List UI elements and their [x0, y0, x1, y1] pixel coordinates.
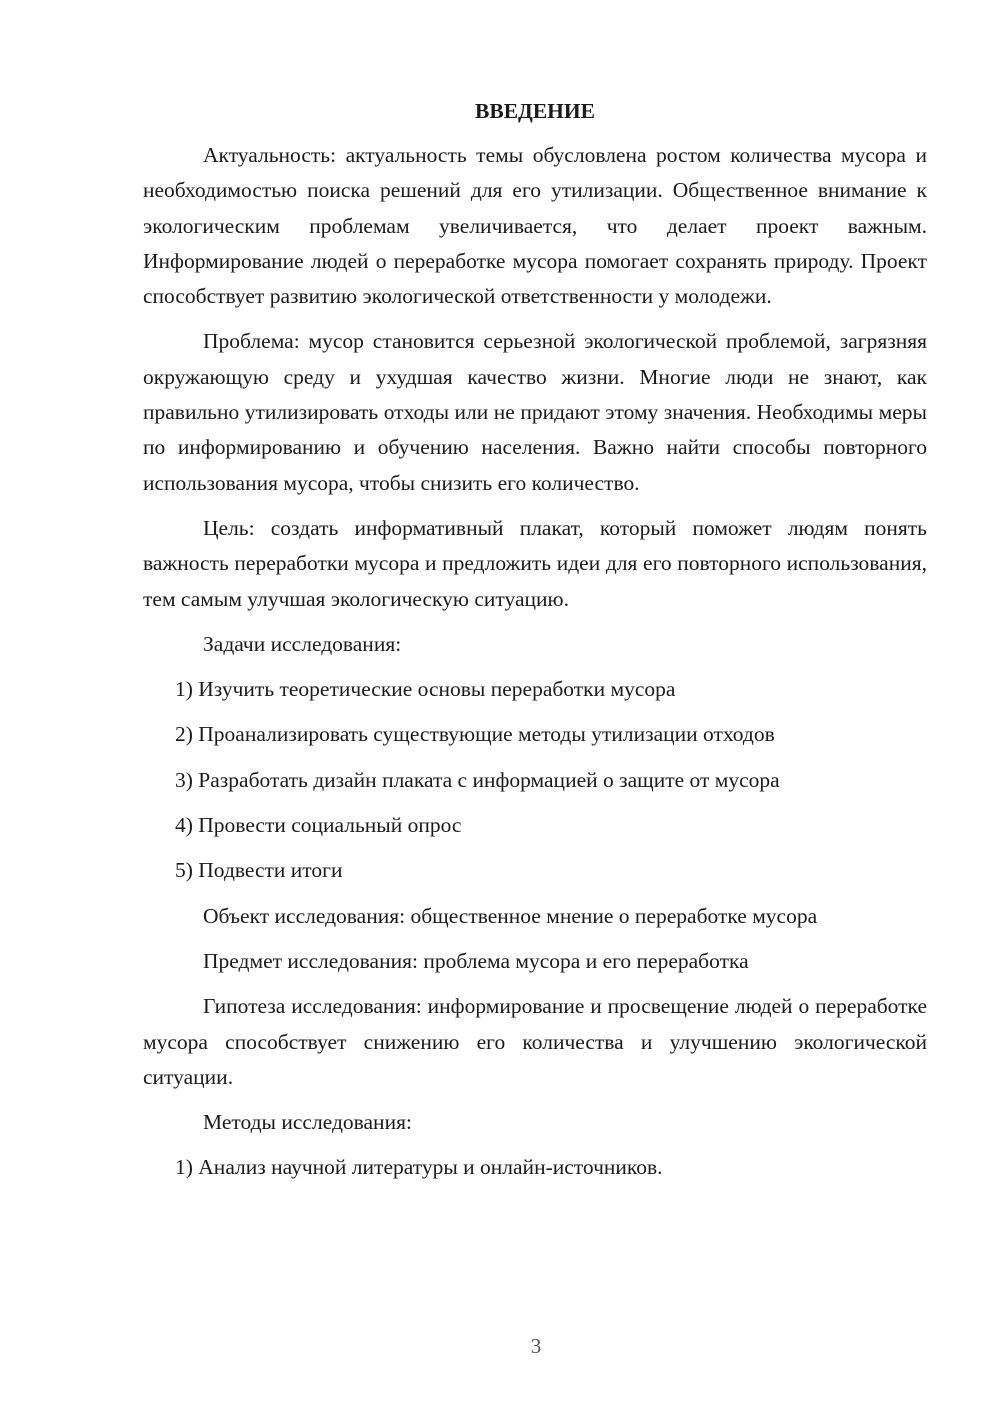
goal-paragraph: Цель: создать информативный плакат, который поможет людям понять важность переработки мусора и предложить идеи для его повторного использования, тем самым улучшая экологическую ситуацию.: [143, 515, 927, 611]
task-item: 2) Проанализировать существующие методы утилизации отходов: [175, 722, 775, 747]
task-item: 3) Разработать дизайн плаката с информацией о защите от мусора: [175, 767, 780, 792]
task-item: 4) Провести социальный опрос: [175, 813, 462, 838]
methods-list: [143, 1150, 927, 1185]
task-item: 5) Подвести итоги: [175, 858, 343, 883]
research-subject: Предмет исследования: проблема мусора и его переработка: [203, 948, 749, 973]
methods-heading: Методы исследования:: [203, 1110, 412, 1135]
relevance-paragraph: Актуальность: актуальность темы обусловлена ростом количества мусора и необходимостью поиска решений для его утилизации. Общественное внимание к экологическим проблемам увеличивается, что делает проект важным. Информирование людей о переработке мусора помогает сохранять природу. Проект способствует развитию экологической ответственности у молодежи.: [143, 143, 927, 309]
page-number: 3: [530, 1334, 542, 1358]
tasks-list: [143, 672, 927, 888]
page-content: [143, 96, 927, 1196]
tasks-heading: Задачи исследования:: [203, 631, 402, 656]
section-title: ВВЕДЕНИЕ: [475, 99, 595, 123]
problem-paragraph: Проблема: мусор становится серьезной экологической проблемой, загрязняя окружающую среду и ухудшая качество жизни. Многие люди не знают, как правильно утилизировать отходы или не придают этому значения. Необходимы меры по информированию и обучению населения. Важно найти способы повторного использования мусора, чтобы снизить его количество.: [143, 329, 927, 495]
task-item: 1) Изучить теоретические основы переработки мусора: [175, 677, 676, 702]
hypothesis-paragraph: Гипотеза исследования: информирование и просвещение людей о переработке мусора способствует снижению его количества и улучшению экологической ситуации.: [143, 994, 927, 1089]
method-item: 1) Анализ научной литературы и онлайн-источников.: [175, 1155, 663, 1180]
research-object: Объект исследования: общественное мнение о переработке мусора: [203, 903, 818, 928]
